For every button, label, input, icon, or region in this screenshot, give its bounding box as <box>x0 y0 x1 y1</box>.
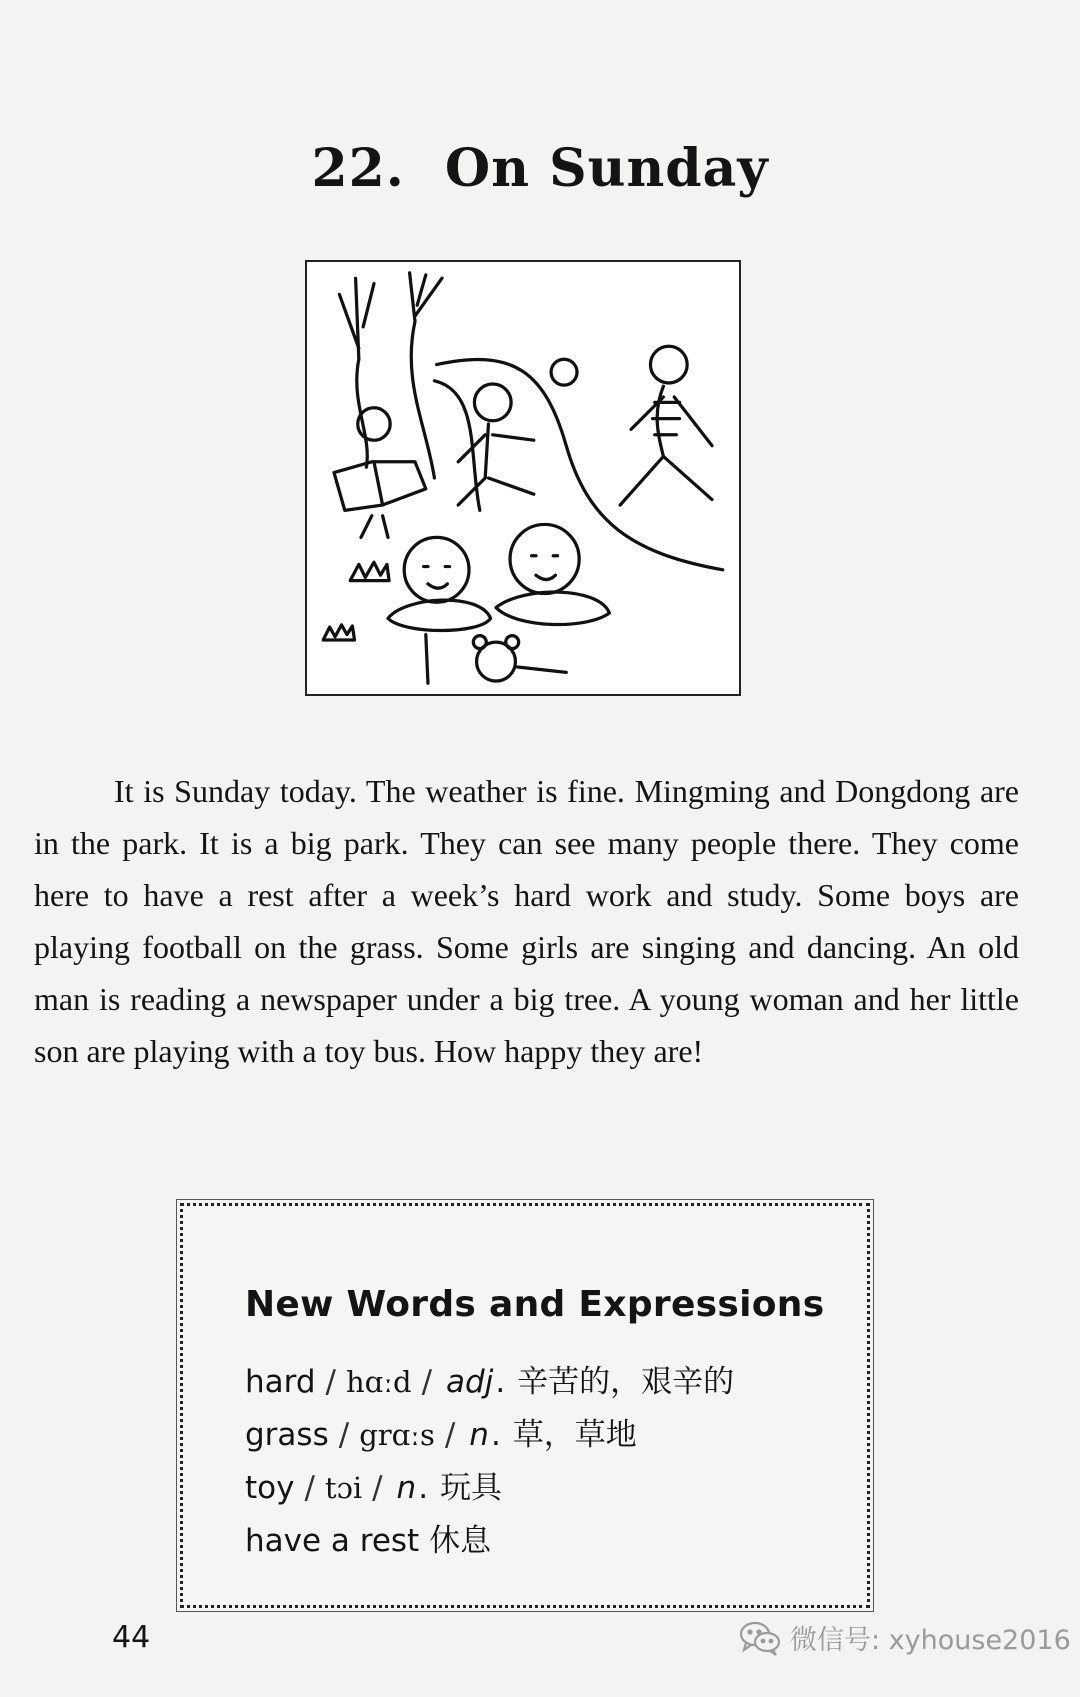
vocab-pos: n <box>469 1417 489 1453</box>
vocab-entry: hard / hɑːd / adj. 辛苦的，艰辛的 <box>245 1364 735 1400</box>
vocab-entry: toy / tɔi / n. 玩具 <box>245 1470 503 1506</box>
wechat-icon <box>738 1620 782 1656</box>
watermark <box>738 1618 1071 1657</box>
vocab-meaning: 草，草地 <box>512 1417 637 1453</box>
vocab-entry <box>245 1515 734 1568</box>
vocab-meaning: 休息 <box>429 1523 492 1559</box>
story-paragraph: It is Sunday today. The weather is fine. Mingming and Dongdong are in the park. It is a big park. They can see many people there. They come here to have a rest after a week’s hard work and study. Some boys are playing football on the grass. Some girls are singing and dancing. An old man is reading a newspaper under a big tree. A young woman and her little son are playing with a toy bus. How happy they are! <box>34 773 1019 1069</box>
page-number: 44 <box>112 1620 151 1655</box>
lesson-number: 22. <box>311 138 405 199</box>
vocab-phonetic: hɑːd <box>345 1365 412 1399</box>
vocab-phrase: have a rest <box>245 1523 420 1559</box>
vocab-word: grass <box>245 1417 329 1453</box>
vocabulary-list <box>245 1356 734 1568</box>
vocab-pos: n <box>396 1470 417 1506</box>
vocab-phonetic: tɔi <box>324 1471 363 1505</box>
vocabulary-heading: New Words and Expressions <box>245 1284 825 1325</box>
vocab-meaning: 玩具 <box>440 1470 503 1506</box>
vocab-meaning: 辛苦的，艰辛的 <box>517 1364 735 1400</box>
lesson-title-text: On Sunday <box>444 138 769 199</box>
vocab-word: hard <box>245 1364 316 1400</box>
park-illustration <box>305 260 741 696</box>
vocab-word: toy <box>245 1470 295 1506</box>
vocabulary-box <box>180 1203 870 1608</box>
watermark-text: 微信号: xyhouse2016 <box>790 1625 1071 1656</box>
vocab-entry: grass / grɑːs / n. 草，草地 <box>245 1417 637 1453</box>
vocab-phonetic: grɑːs <box>359 1418 435 1452</box>
lesson-title <box>0 138 1080 199</box>
vocab-pos: adj <box>446 1364 494 1400</box>
